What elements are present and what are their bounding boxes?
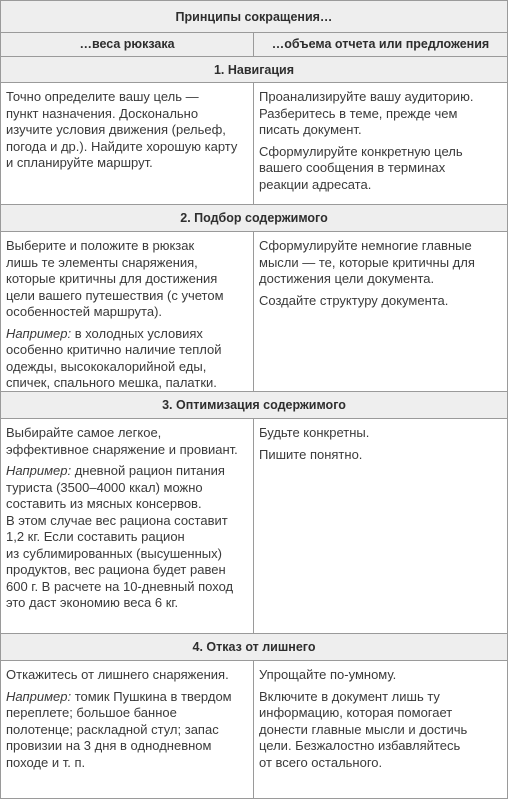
example-label: Например: [6,463,72,478]
section-heading: 3. Оптимизация содержимого [162,398,346,412]
text-line: Упрощайте по-умному. [259,667,397,682]
text-line: от всего остального. [259,754,383,770]
text-line: особенностей маршрута). [6,304,163,319]
section-heading-row [1,634,507,661]
section-body-row [1,83,507,205]
text-line: Разберитесь в теме, прежде чем [259,105,458,121]
paragraph [6,689,248,772]
text-line: вашего сообщения в терминах [259,160,446,175]
text-line: Сформулируйте конкретную цель [259,143,463,159]
paragraph [259,425,502,442]
sections [1,57,507,798]
text-line: Сформулируйте немногие главные [259,238,472,253]
text-line: Откажитесь от лишнего снаряжения. [6,667,229,682]
text-line: достижения цели документа. [259,271,435,286]
text-line: томик Пушкина в твердом [71,688,232,704]
text-line: спичек, спального мешка, палатки. [6,375,217,390]
section-heading: 2. Подбор содержимого [180,211,328,225]
column-header-left: …веса рюкзака [1,33,254,56]
text-line: Создайте структуру документа. [259,292,449,308]
text-line: эффективное снаряжение и провиант. [6,441,238,457]
section-left-cell [1,232,254,391]
text-line: Пишите понятно. [259,446,363,462]
section-right-cell [254,232,507,391]
paragraph [6,425,248,458]
text-line: пункт назначения. Досконально [6,105,199,121]
paragraph [259,667,502,684]
text-line: информацию, которая помогает [259,705,453,720]
column-header-right: …объема отчета или предложения [254,33,507,56]
text-line: которые критичны для достижения [6,271,218,286]
section-right-cell [254,83,507,204]
section-heading-row [1,205,507,232]
text-line: Включите в документ лишь ту [259,688,440,704]
paragraph [259,689,502,772]
paragraph [6,667,248,684]
text-line: дневной рацион питания [71,463,225,478]
section-body-row [1,419,507,634]
section-right-cell [254,419,507,633]
section-heading-row [1,392,507,419]
text-line: Точно определите вашу цель — [6,89,199,104]
text-line: писать документ. [259,122,362,137]
text-line: 1,2 кг. Если составить рацион [6,529,185,544]
text-line: походе и т. п. [6,754,86,770]
text-line: продуктов, вес рациона будет равен [6,562,226,577]
text-line: Выберите и положите в рюкзак [6,238,195,253]
section-heading: 4. Отказ от лишнего [192,640,316,654]
section-left-cell [1,661,254,798]
column-header-row [1,33,507,57]
section-body-row [1,661,507,798]
table-title-row [1,1,507,33]
text-line: реакции адресата. [259,176,372,192]
paragraph [6,238,248,321]
table-title: Принципы сокращения… [175,9,333,24]
section-body-row [1,232,507,392]
text-line: донести главные мысли и достичь [259,721,468,737]
text-line: 600 г. В расчете на 10-дневный поход [6,578,234,594]
paragraph [6,89,248,172]
text-line: особенно критично наличие теплой [6,342,222,357]
text-line: полотенце; раскладной стул; запас [6,721,219,737]
section-right-cell [254,661,507,798]
text-line: погода и др.). Найдите хорошую карту [6,138,238,154]
example-label: Например: [6,688,72,704]
text-line: цели вашего путешествия (с учетом [6,287,224,303]
text-line: лишь те элементы снаряжения, [6,254,198,270]
paragraph [259,238,502,288]
paragraph [6,463,248,612]
paragraph [259,89,502,139]
text-line: составить из мясных консервов. [6,496,202,511]
example-label: Например: [6,325,72,341]
paragraph [6,326,248,392]
text-line: в холодных условиях [71,325,203,341]
paragraph [259,144,502,194]
text-line: переплете; большое банное [6,705,177,720]
text-line: Проанализируйте вашу аудиторию. [259,89,474,104]
text-line: из сублимированных (высушенных) [6,545,222,561]
text-line: изучите условия движения (рельеф, [6,122,226,137]
text-line: цели. Безжалостно избавляйтесь [259,738,461,753]
text-line: В этом случае вес рациона составит [6,512,228,528]
section-left-cell [1,83,254,204]
text-line: и спланируйте маршрут. [6,155,153,170]
text-line: мысли — те, которые критичны для [259,254,475,270]
text-line: туриста (3500–4000 ккал) можно [6,479,203,495]
section-heading: 1. Навигация [213,62,295,77]
text-line: одежды, высококалорийной еды, [6,358,207,374]
paragraph [259,293,502,310]
text-line: провизии на 3 дня в однодневном [6,738,212,753]
text-line: Выбирайте самое легкое, [6,425,162,440]
paragraph [259,447,502,464]
text-line: Будьте конкретны. [259,425,370,440]
section-heading-row [1,57,507,83]
text-line: это даст экономию веса 6 кг. [6,595,179,610]
section-left-cell [1,419,254,633]
